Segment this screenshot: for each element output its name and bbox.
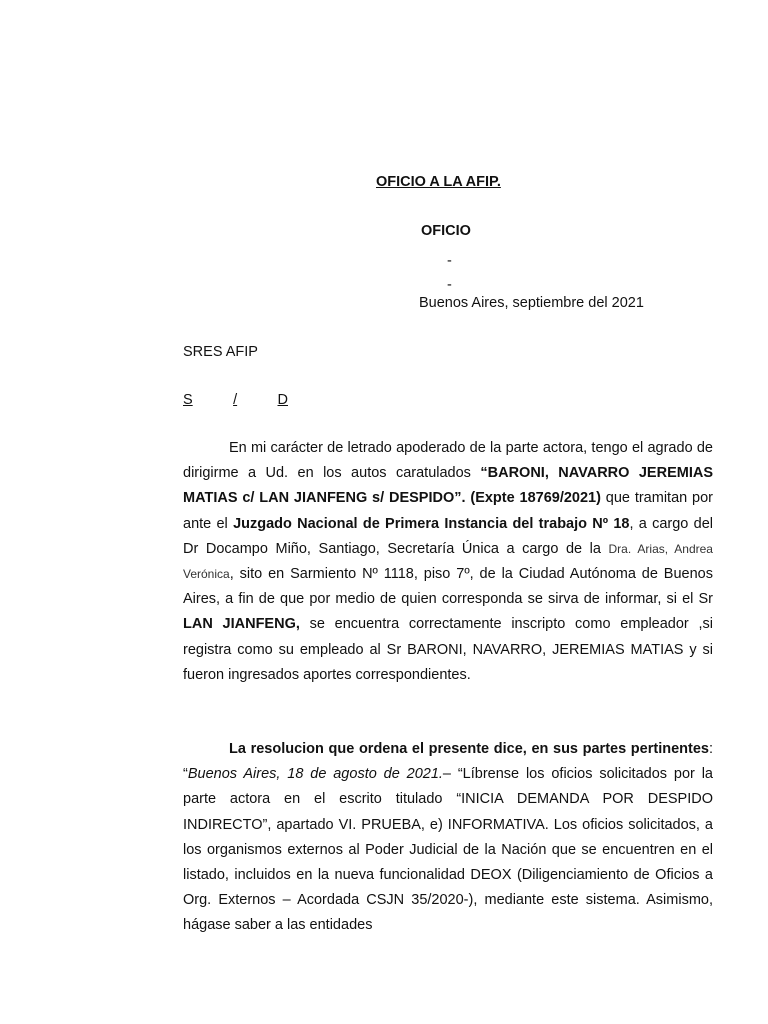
recipient: SRES AFIP <box>183 344 258 360</box>
p2-text-1: – “Líbrense los oficios solicitados por la parte actora en el escrito titulado “INICIA DEMANDA POR DESPIDO INDIRECTO”, apartado VI. PRUEBA, e) INFORMATIVA. Los oficios solicitados, a los organismos externos al Poder Judicial de la Nación que se encuentren en el listado, incluidos en la nueva funcionalidad DEOX (Diligenciamiento de Oficios a Org. Externos – Acordada CSJN 35/2020-), mediante este sistema. Asimismo, hágase saber a las entidades <box>183 766 713 934</box>
court-name: Juzgado Nacional de Primera Instancia del trabajo Nº 18 <box>233 515 630 532</box>
sd-slash: / <box>233 392 238 408</box>
p1-text-2: que tramitan por ante el <box>183 490 713 532</box>
secretary-name: Dra. Arias, Andrea Verónica <box>183 541 713 582</box>
body-paragraph-2 <box>183 737 713 939</box>
document-title: OFICIO A LA AFIP. <box>376 174 501 190</box>
p1-text-4: , sito en Sarmiento Nº 1118, piso 7º, de la Ciudad Autónoma de Buenos Aires, a fin de que por medio de quien corresponda se sirva de informar, si el Sr <box>183 566 713 608</box>
document-subtitle: OFICIO <box>421 223 471 239</box>
dash-line-1: - <box>447 253 452 269</box>
sd-line <box>183 392 288 408</box>
case-caption: “BARONI, NAVARRO JEREMIAS MATIAS c/ LAN JIANFENG s/ DESPIDO”. (Expte 18769/2021) <box>183 465 713 507</box>
defendant-name: LAN JIANFENG, <box>183 616 300 633</box>
sd-s: S <box>183 392 193 408</box>
dash-line-2: - <box>447 277 452 293</box>
place-date: Buenos Aires, septiembre del 2021 <box>419 295 644 311</box>
p1-text-1: En mi carácter de letrado apoderado de la parte actora, tengo el agrado de dirigirme a Ud. en los autos caratulados <box>183 440 713 482</box>
sd-d: D <box>277 392 288 408</box>
p1-text-3: , a cargo del Dr Docampo Miño, Santiago, Secretaría Única a cargo de la <box>183 515 713 557</box>
p2-colon: : “ <box>183 741 713 783</box>
p1-text-5: se encuentra correctamente inscripto como empleador ,si registra como su empleado al Sr BARONI, NAVARRO, JEREMIAS MATIAS y si fueron ingresados aportes correspondientes. <box>183 616 714 683</box>
quote-date: Buenos Aires, 18 de agosto de 2021. <box>187 766 443 783</box>
resolution-lead: La resolucion que ordena el presente dice, en sus partes pertinentes <box>229 741 709 757</box>
body-paragraph-1 <box>183 436 713 688</box>
